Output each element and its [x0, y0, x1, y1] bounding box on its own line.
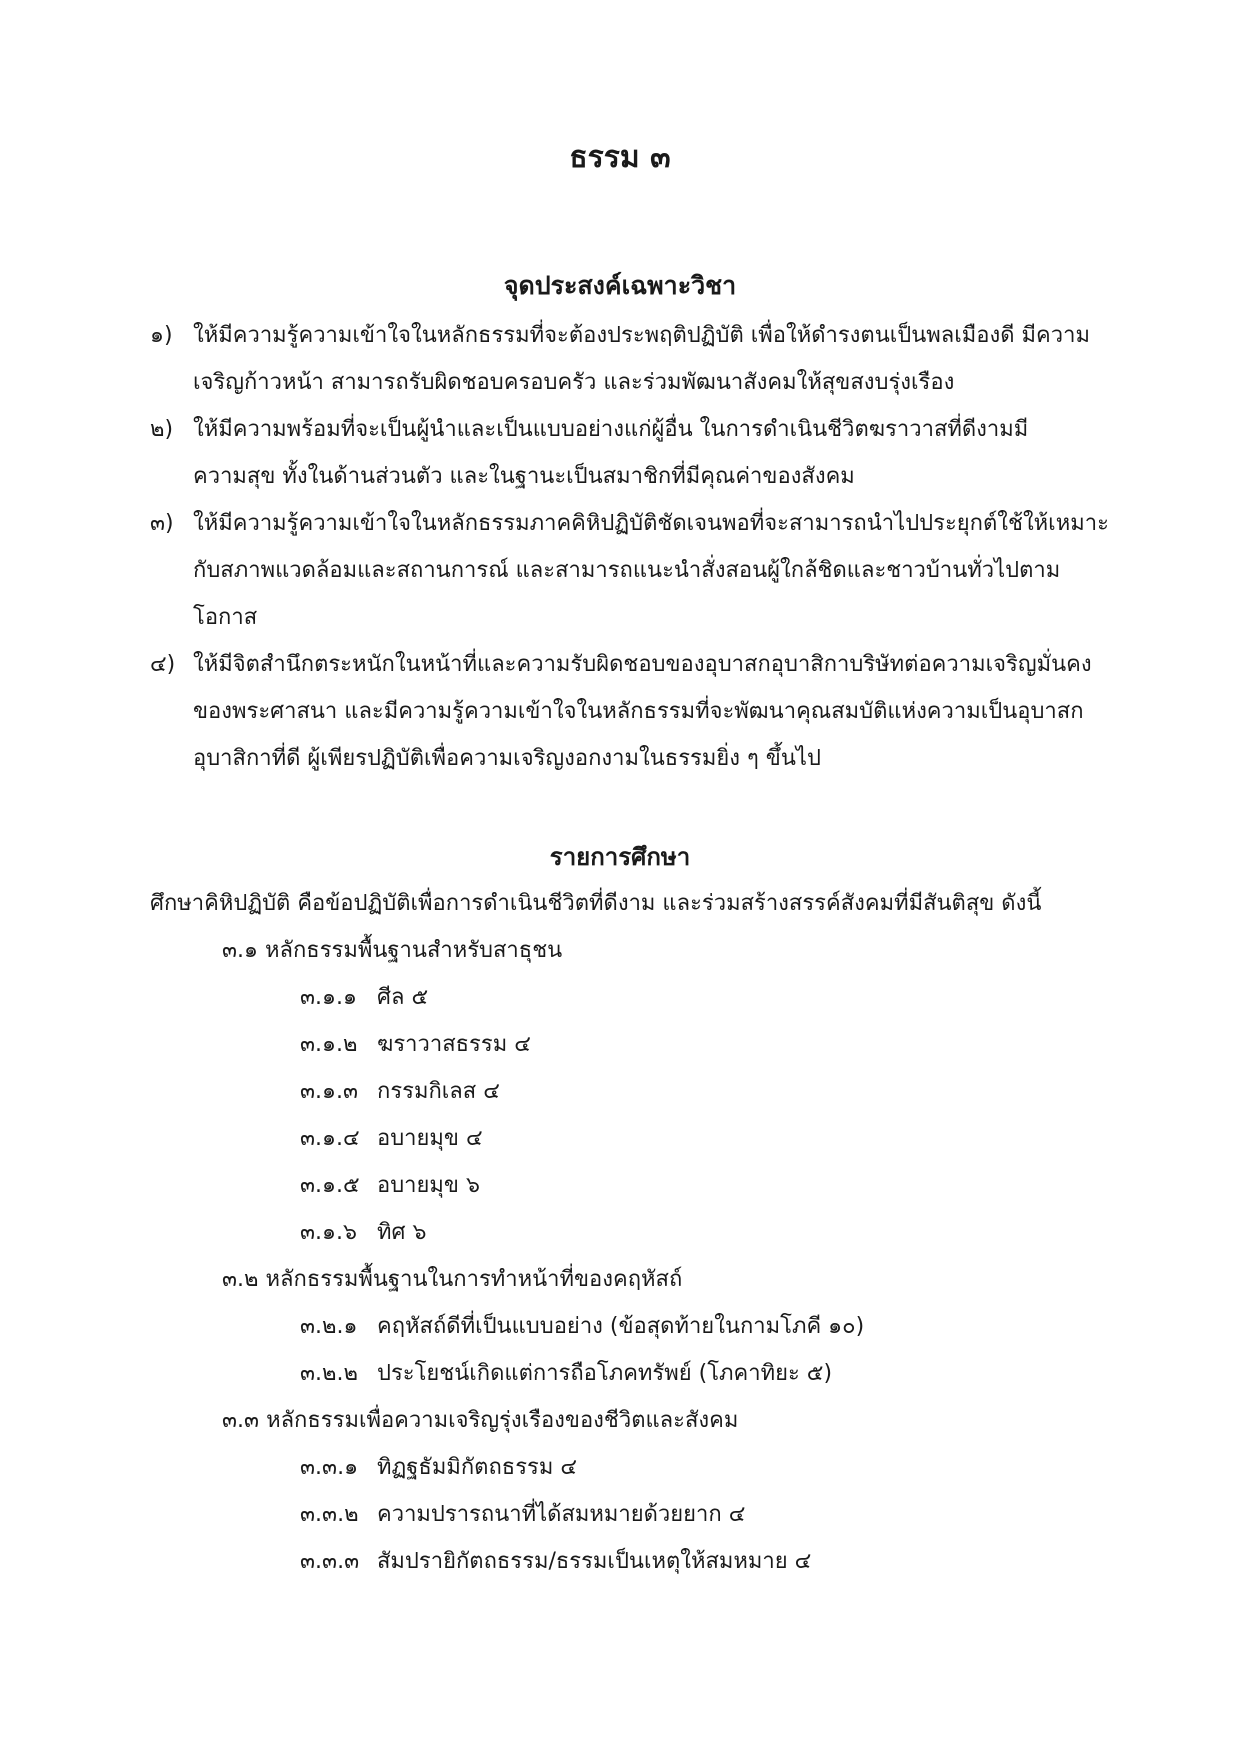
section-title: หลักธรรมพื้นฐานสำหรับสาธุชน: [265, 938, 563, 963]
section-title: หลักธรรมพื้นฐานในการทำหน้าที่ของคฤหัสถ์: [265, 1267, 683, 1292]
subsection-list: [0, 974, 1240, 1256]
subsection-text: ทิศ ๖: [377, 1220, 427, 1245]
subsection-text: ประโยชน์เกิดแต่การถือโภคทรัพย์ (โภคาทิยะ ๕): [377, 1361, 833, 1386]
subsection-number: ๓.๒.๒: [300, 1361, 359, 1386]
subsection-text: สัมปรายิกัตถธรรม/ธรรมเป็นเหตุให้สมหมาย ๔: [377, 1549, 812, 1574]
subsection-item: [0, 1303, 1240, 1350]
subsection-text: อบายมุข ๖: [377, 1173, 480, 1198]
objective-item: [150, 641, 1100, 782]
section-heading: [0, 1397, 1240, 1444]
section-number: ๓.๓: [222, 1408, 260, 1433]
objective-line: กับสภาพแวดล้อมและสถานการณ์ และสามารถแนะนำสั่งสอนผู้ใกล้ชิดและชาวบ้านทั่วไปตาม: [193, 558, 1061, 583]
objectives-list: [150, 312, 1109, 782]
subsection-list: [0, 1303, 1240, 1397]
subsection-number: ๓.๑.๖: [300, 1220, 357, 1245]
subsection-number: ๓.๓.๒: [300, 1502, 359, 1527]
subsection-number: ๓.๑.๑: [300, 985, 357, 1010]
section-number: ๓.๑: [222, 938, 258, 963]
section-title: หลักธรรมเพื่อความเจริญรุ่งเรืองของชีวิตและสังคม: [266, 1408, 739, 1433]
objective-item: [150, 500, 1109, 641]
subsection-number: ๓.๑.๓: [300, 1079, 359, 1104]
study-section: [0, 1397, 1240, 1585]
subsection-text: ฆราวาสธรรม ๔: [377, 1032, 531, 1057]
section-heading: [0, 927, 1240, 974]
subsection-number: ๓.๑.๕: [300, 1173, 360, 1198]
study-heading: รายการศึกษา: [549, 843, 691, 871]
subsection-text: อบายมุข ๔: [377, 1126, 483, 1151]
study-section: [0, 927, 1240, 1256]
objective-number: ๑): [150, 323, 173, 348]
section-number: ๓.๒: [222, 1267, 259, 1292]
section-heading: [0, 1256, 1240, 1303]
study-outline: [0, 927, 1240, 1585]
objective-line: ให้มีความรู้ความเข้าใจในหลักธรรมที่จะต้องประพฤติปฏิบัติ เพื่อให้ดำรงตนเป็นพลเมืองดี มีความ: [193, 323, 1090, 348]
subsection-item: [0, 1162, 1240, 1209]
objective-line: ของพระศาสนา และมีความรู้ความเข้าใจในหลักธรรมที่จะพัฒนาคุณสมบัติแห่งความเป็นอุบาสก: [193, 699, 1084, 724]
subsection-number: ๓.๑.๔: [300, 1126, 360, 1151]
objective-number: ๔): [150, 652, 176, 677]
subsection-item: [0, 1350, 1240, 1397]
subsection-text: กรรมกิเลส ๔: [377, 1079, 500, 1104]
subsection-item: [0, 1209, 1240, 1256]
subsection-text: ศีล ๕: [377, 985, 429, 1010]
objective-line: เจริญก้าวหน้า สามารถรับผิดชอบครอบครัว และร่วมพัฒนาสังคมให้สุขสงบรุ่งเรือง: [193, 370, 955, 395]
study-intro: ศึกษาคิหิปฏิบัติ คือข้อปฏิบัติเพื่อการดำเนินชีวิตที่ดีงาม และร่วมสร้างสรรค์สังคมที่มีสันติสุข ดังนี้: [150, 891, 1042, 916]
objective-number: ๓): [150, 511, 174, 536]
objective-line: อุบาสิกาที่ดี ผู้เพียรปฏิบัติเพื่อความเจริญงอกงามในธรรมยิ่ง ๆ ขึ้นไป: [193, 746, 821, 771]
subsection-list: [0, 1444, 1240, 1585]
subsection-item: [0, 1444, 1240, 1491]
subsection-item: [0, 1068, 1240, 1115]
objective-line: ให้มีจิตสำนึกตระหนักในหน้าที่และความรับผิดชอบของอุบาสกอุบาสิกาบริษัทต่อความเจริญมั่นคง: [193, 652, 1092, 677]
subsection-item: [0, 1491, 1240, 1538]
subsection-number: ๓.๑.๒: [300, 1032, 358, 1057]
subsection-item: [0, 1021, 1240, 1068]
objective-line: ให้มีความพร้อมที่จะเป็นผู้นำและเป็นแบบอย่างแก่ผู้อื่น ในการดำเนินชีวิตฆราวาสที่ดีงามมี: [193, 417, 1029, 442]
subsection-number: ๓.๒.๑: [300, 1314, 358, 1339]
objective-item: [150, 312, 1100, 406]
objective-number: ๒): [150, 417, 174, 442]
page-title: ธรรม ๓: [569, 140, 671, 175]
subsection-text: ทิฏฐธัมมิกัตถธรรม ๔: [377, 1455, 577, 1480]
subsection-item: [0, 1115, 1240, 1162]
subsection-item: [0, 974, 1240, 1021]
subsection-number: ๓.๓.๑: [300, 1455, 359, 1480]
study-section: [0, 1256, 1240, 1397]
objective-line: โอกาส: [193, 605, 258, 630]
objective-line: ให้มีความรู้ความเข้าใจในหลักธรรมภาคคิหิปฏิบัติชัดเจนพอที่จะสามารถนำไปประยุกต์ใช้ให้เหมาะ: [193, 511, 1109, 536]
subsection-item: [0, 1538, 1240, 1585]
subsection-text: ความปรารถนาที่ได้สมหมายด้วยยาก ๔: [377, 1502, 746, 1527]
objectives-heading: จุดประสงค์เฉพาะวิชา: [503, 271, 737, 300]
subsection-text: คฤหัสถ์ดีที่เป็นแบบอย่าง (ข้อสุดท้ายในกามโภคี ๑๐): [377, 1314, 865, 1339]
objective-line: ความสุข ทั้งในด้านส่วนตัว และในฐานะเป็นสมาชิกที่มีคุณค่าของสังคม: [193, 464, 855, 489]
objective-item: [150, 406, 1100, 500]
subsection-number: ๓.๓.๓: [300, 1549, 360, 1574]
